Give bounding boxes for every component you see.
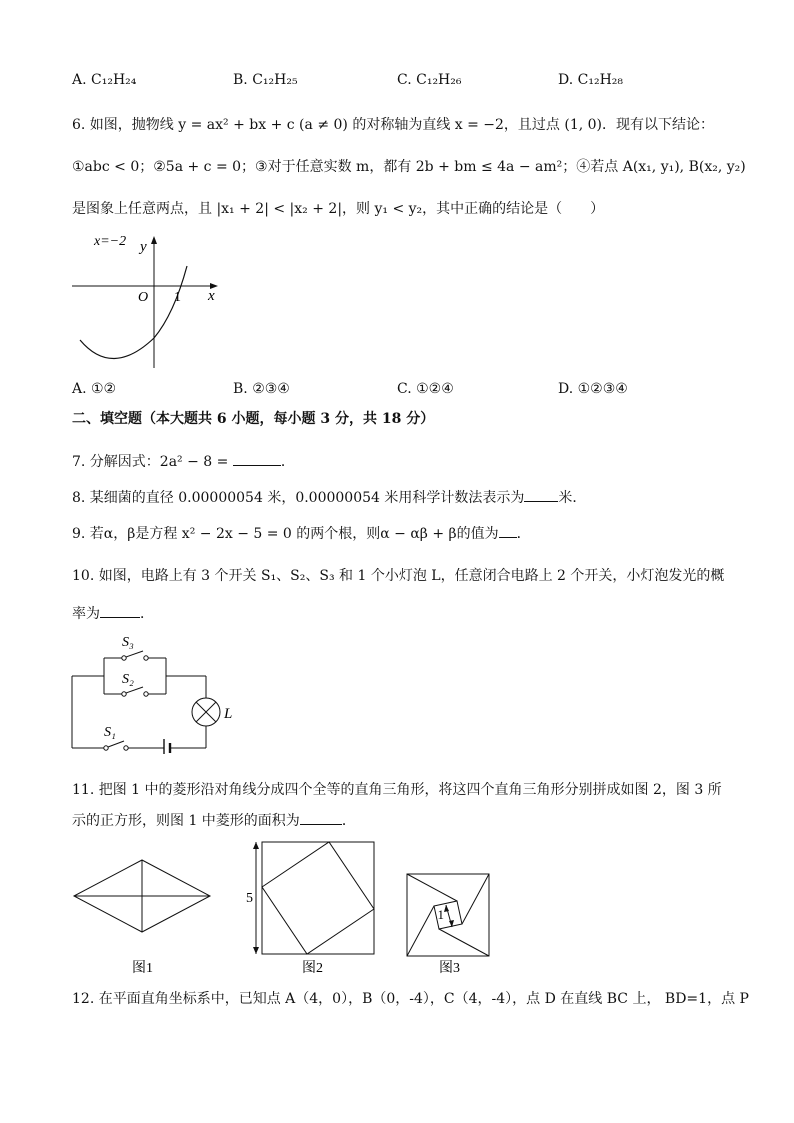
q6-option-a: A. ①② bbox=[72, 381, 117, 397]
q10-blank bbox=[100, 605, 140, 618]
q11-figures bbox=[66, 836, 506, 976]
q6-parabola-graph bbox=[66, 228, 226, 374]
q6-option-d: D. ①②③④ bbox=[558, 381, 628, 397]
q7-tail: ． bbox=[280, 454, 295, 470]
q6-axis-label: x=−2 bbox=[94, 234, 127, 249]
q10-tail: ． bbox=[140, 606, 154, 622]
q5-option-d: D. C₁₂H₂₈ bbox=[558, 72, 623, 88]
q11-line1: 11. 把图 1 中的菱形沿对角线分成四个全等的直角三角形，将这四个直角三角形分别拼成如图 2，图 3 所 bbox=[72, 782, 722, 798]
q11-blank bbox=[300, 812, 342, 825]
q10-line2 bbox=[72, 603, 154, 623]
q6-origin-label: O bbox=[138, 290, 149, 305]
q9-tail: ． bbox=[516, 526, 531, 542]
q8-text: 8. 某细菌的直径 0.00000054 米，0.00000054 米用科学计数法表示为 bbox=[72, 490, 525, 506]
q6-one-label: 1 bbox=[174, 290, 181, 305]
q6-stem-line1: 6. 如图，抛物线 y = ax² + bx + c (a ≠ 0) 的对称轴为直线 x = −2，且过点 (1, 0)．现有以下结论： bbox=[72, 117, 715, 133]
q7 bbox=[72, 451, 295, 471]
q6-stem-line2: ①abc < 0；②5a + c = 0；③对于任意实数 m，都有 2b + bm ≤ 4a − am²；④若点 A(x₁, y₁), B(x₂, y₂) bbox=[72, 159, 746, 175]
q6-x-label: x bbox=[208, 288, 215, 304]
q11-line2-text: 示的正方形，则图 1 中菱形的面积为 bbox=[72, 813, 300, 829]
q11-fig2-caption: 图2 bbox=[302, 961, 323, 976]
section-heading: 二、填空题（本大题共 6 小题，每小题 3 分，共 18 分） bbox=[72, 411, 435, 427]
q10-s1-label: S₁ bbox=[104, 725, 116, 740]
q11-fig3-caption: 图3 bbox=[439, 961, 460, 976]
q7-blank bbox=[233, 453, 281, 466]
q6-option-b: B. ②③④ bbox=[233, 381, 290, 397]
q6-stem-line3: 是图象上任意两点，且 |x₁ + 2| < |x₂ + 2|，则 y₁ < y₂，其中正确的结论是（ ） bbox=[72, 201, 605, 217]
q6-y-label: y bbox=[140, 239, 147, 255]
q10-circuit-diagram bbox=[66, 630, 246, 754]
q9 bbox=[72, 523, 531, 543]
q6-option-c: C. ①②④ bbox=[397, 381, 454, 397]
q5-option-b: B. C₁₂H₂₅ bbox=[233, 72, 298, 88]
q11-line2 bbox=[72, 810, 356, 830]
q10-lamp-label: L bbox=[224, 706, 233, 722]
q10-line2-text: 率为 bbox=[72, 606, 100, 622]
q8 bbox=[72, 487, 586, 507]
q10-line1: 10. 如图，电路上有 3 个开关 S₁、S₂、S₃ 和 1 个小灯泡 L，任意闭合电路上 2 个开关，小灯泡发光的概 bbox=[72, 568, 725, 584]
q11-dim-1: 1 bbox=[437, 907, 444, 922]
q8-tail: 米． bbox=[558, 490, 587, 506]
q8-blank bbox=[524, 489, 558, 502]
q5-option-c: C. C₁₂H₂₆ bbox=[397, 72, 462, 88]
q9-text: 9. 若α，β是方程 x² − 2x − 5 = 0 的两个根，则α − αβ + β的值为 bbox=[72, 526, 499, 542]
q5-option-a: A. C₁₂H₂₄ bbox=[72, 72, 137, 88]
q7-text: 7. 分解因式：2a² − 8 = bbox=[72, 454, 233, 470]
q10-s3-label: S₃ bbox=[122, 635, 134, 650]
q11-tail: ． bbox=[341, 813, 356, 829]
q11-fig1-caption: 图1 bbox=[132, 961, 153, 976]
q11-dim-5: 5 bbox=[246, 891, 253, 906]
q10-s2-label: S₂ bbox=[122, 672, 134, 687]
q9-blank bbox=[499, 525, 517, 538]
q12-stem: 12. 在平面直角坐标系中，已知点 A（4，0），B（0，-4），C（4，-4），点 D 在直线 BC 上， BD=1，点 P bbox=[72, 991, 749, 1007]
